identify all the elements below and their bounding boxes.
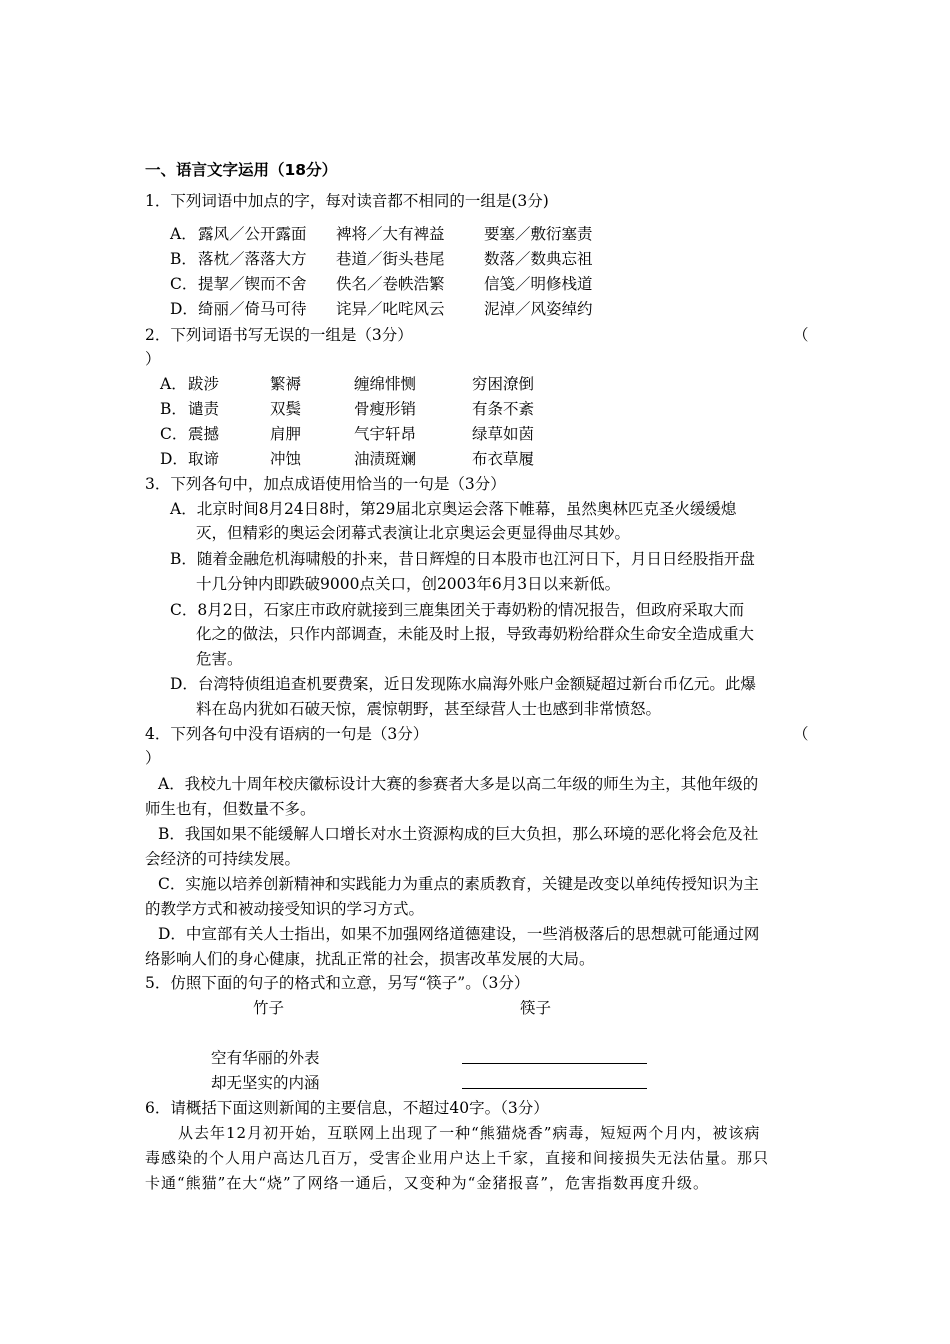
q1-option-b-pair2: 巷道／街头巷尾 xyxy=(336,250,445,268)
q4-option-b-line2: 会经济的可持续发展。 xyxy=(145,850,301,868)
q3-option-b-line1: B．随着金融危机海啸般的扑来，昔日辉煌的日本股市也江河日下，月日日经股指开盘 xyxy=(170,550,755,568)
q1-option-a-pair2: 裨将／大有裨益 xyxy=(336,225,445,243)
q2-option-a-word3: 缠绵悱恻 xyxy=(354,375,417,393)
q2-answer-paren-open: （ xyxy=(793,326,809,344)
q3-option-d-line1: D．台湾特侦组追查机要费案，近日发现陈水扁海外账户金额疑超过新台币亿元。此爆 xyxy=(170,675,756,693)
q1-option-b-label: B． xyxy=(170,250,197,268)
q1-option-d-pair1: 绮丽／倚马可待 xyxy=(198,300,307,318)
q4-option-a-line2: 师生也有，但数量不多。 xyxy=(145,800,316,818)
q3-option-c-line1: C．8月2日，石家庄市政府就接到三鹿集团关于毒奶粉的情况报告，但政府采取大而 xyxy=(170,601,745,619)
q2-option-a-label: A． xyxy=(160,375,187,393)
q5-right-title: 筷子 xyxy=(520,999,552,1017)
q1-option-a-pair3: 要塞／敷衍塞责 xyxy=(484,225,593,243)
q2-option-c-label: C． xyxy=(160,425,188,443)
q4-option-d-line1: D．中宣部有关人士指出，如果不加强网络道德建设，一些消极落后的思想就可能通过网 xyxy=(158,925,760,943)
q2-option-d-word1: 取谛 xyxy=(188,450,220,468)
q6-news-line2: 毒感染的个人用户高达几百万，受害企业用户达上千家，直接和间接损失无法估量。那只 xyxy=(145,1149,770,1167)
q2-answer-paren-close: ） xyxy=(145,350,161,368)
q1-option-c-pair3: 信笺／明修栈道 xyxy=(484,275,593,293)
q3-option-b-line2: 十几分钟内即跌破9000点关口，创2003年6月3日以来新低。 xyxy=(196,575,621,593)
q2-option-d-word4: 布衣草履 xyxy=(472,450,535,468)
q2-option-c-word2: 肩胛 xyxy=(270,425,302,443)
q6-news-line3: 卡通“熊猫”在大“烧”了网络一通后，又变种为“金猪报喜”，危害指数再度升级。 xyxy=(145,1174,710,1192)
q4-answer-paren-close: ） xyxy=(145,749,161,767)
question-6-stem: 6．请概括下面这则新闻的主要信息，不超过40字。（3分） xyxy=(145,1099,549,1117)
question-1-stem: 1．下列词语中加点的字，每对读音都不相同的一组是(3分) xyxy=(145,192,549,210)
q2-option-a-word2: 繁褥 xyxy=(270,375,302,393)
q2-option-b-label: B． xyxy=(160,400,187,418)
q4-option-d-line2: 络影响人们的身心健康，扰乱正常的社会，损害改革发展的大局。 xyxy=(145,950,595,968)
q4-option-a-line1: A．我校九十周年校庆徽标设计大赛的参赛者大多是以高二年级的师生为主，其他年级的 xyxy=(158,775,759,793)
q2-option-d-word2: 冲蚀 xyxy=(270,450,302,468)
q3-option-a-line2: 灭，但精彩的奥运会闭幕式表演让北京奥运会更显得曲尽其妙。 xyxy=(196,524,631,542)
q2-option-d-label: D． xyxy=(160,450,188,468)
q5-example-line1: 空有华丽的外表 xyxy=(211,1049,320,1067)
q1-option-c-pair1: 提挈／锲而不舍 xyxy=(198,275,307,293)
question-5-stem: 5．仿照下面的句子的格式和立意，另写“筷子”。（3分） xyxy=(145,974,530,992)
q2-option-a-word4: 穷困潦倒 xyxy=(472,375,535,393)
q2-option-b-word4: 有条不紊 xyxy=(472,400,535,418)
q2-option-c-word4: 绿草如茵 xyxy=(472,425,535,443)
q5-left-title: 竹子 xyxy=(253,999,285,1017)
question-2-stem: 2．下列词语书写无误的一组是（3分） xyxy=(145,326,413,344)
q2-option-c-word1: 震撼 xyxy=(188,425,220,443)
question-4-stem: 4．下列各句中没有语病的一句是（3分） xyxy=(145,725,429,743)
q2-option-a-word1: 跋涉 xyxy=(188,375,220,393)
q4-answer-paren-open: （ xyxy=(793,725,809,743)
q2-option-b-word3: 骨瘦形销 xyxy=(354,400,417,418)
q2-option-b-word1: 谴责 xyxy=(188,400,220,418)
q2-option-d-word3: 油渍斑斓 xyxy=(354,450,417,468)
q1-option-d-pair2: 诧异／叱咤风云 xyxy=(336,300,445,318)
q3-option-d-line2: 料在岛内犹如石破天惊，震惊朝野，甚至绿营人士也感到非常愤怒。 xyxy=(196,700,662,718)
q3-option-c-line2: 化之的做法，只作内部调查，未能及时上报，导致毒奶粉给群众生命安全造成重大 xyxy=(196,625,755,643)
q1-option-c-label: C． xyxy=(170,275,198,293)
q1-option-c-pair2: 佚名／卷帙浩繁 xyxy=(336,275,445,293)
q3-option-c-line3: 危害。 xyxy=(196,650,243,668)
q3-option-a-line1: A．北京时间8月24日8时，第29届北京奥运会落下帷幕，虽然奥林匹克圣火缓缓熄 xyxy=(170,500,737,518)
q4-option-c-line2: 的教学方式和被动接受知识的学习方式。 xyxy=(145,900,425,918)
q2-option-c-word3: 气宇轩昂 xyxy=(354,425,417,443)
q1-option-d-pair3: 泥淖／风姿绰约 xyxy=(484,300,593,318)
section-title: 一、语言文字运用（18分） xyxy=(145,161,338,179)
q5-answer-blank-1[interactable] xyxy=(462,1063,647,1064)
q4-option-c-line1: C．实施以培养创新精神和实践能力为重点的素质教育，关键是改变以单纯传授知识为主 xyxy=(158,875,759,893)
q1-option-b-pair3: 数落／数典忘祖 xyxy=(484,250,593,268)
q2-option-b-word2: 双鬓 xyxy=(270,400,302,418)
q5-example-line2: 却无坚实的内涵 xyxy=(211,1074,320,1092)
q4-option-b-line1: B．我国如果不能缓解人口增长对水土资源构成的巨大负担，那么环境的恶化将会危及社 xyxy=(158,825,759,843)
q1-option-d-label: D． xyxy=(170,300,198,318)
q1-option-b-pair1: 落枕／落落大方 xyxy=(198,250,307,268)
q6-news-line1: 从去年12月初开始，互联网上出现了一种“熊猫烧香”病毒，短短两个月内，被该病 xyxy=(178,1124,761,1142)
q1-option-a-pair1: 露风／公开露面 xyxy=(198,225,307,243)
question-3-stem: 3．下列各句中，加点成语使用恰当的一句是（3分） xyxy=(145,475,506,493)
q5-answer-blank-2[interactable] xyxy=(462,1088,647,1089)
q1-option-a-label: A． xyxy=(170,225,197,243)
